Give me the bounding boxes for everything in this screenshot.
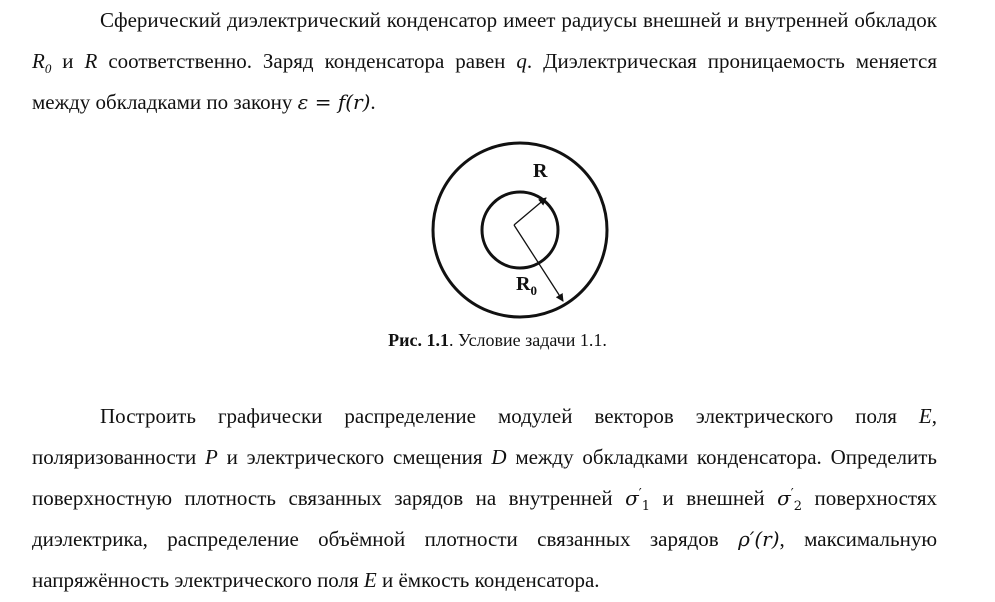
inner-radius-arrow	[514, 198, 546, 225]
outer-radius-subscript: 0	[44, 61, 52, 77]
paragraph1-text-d: . Диэлектрическая проницаемость меняется между обкладками по закону	[32, 49, 937, 114]
capacitor-diagram	[427, 140, 612, 320]
paragraph1-text-b: и	[51, 49, 85, 73]
sigma1-letter: σ	[625, 486, 639, 510]
paragraph2-text-b: , поляризованности	[32, 404, 937, 469]
rho-formula: ρ′(r)	[738, 527, 780, 551]
paragraph2-text-h: и ёмкость конденсатора.	[376, 568, 600, 592]
outer-radius-label-letter: R	[516, 273, 531, 295]
polarization-symbol: P	[205, 445, 218, 469]
outer-radius-letter: R	[32, 49, 45, 73]
charge-symbol: q	[516, 49, 527, 73]
paragraph2-text-g: , максимальную напряжённость электрического поля	[32, 527, 938, 592]
sigma2-symbol	[777, 486, 803, 514]
paragraph2-text-e: и внешней	[649, 486, 778, 510]
sigma2-letter: σ	[777, 486, 791, 510]
paragraph2-text-d: между обкладками конденсатора. Определить поверхностную плотность связанных зарядов на внутренней	[32, 445, 938, 510]
sigma1-prime: ′	[638, 486, 642, 502]
inner-radius-symbol: R	[84, 49, 98, 73]
sigma2-prime: ′	[790, 486, 794, 502]
sigma1-subscript: 1	[641, 499, 650, 514]
outer-radius-label-subscript: 0	[530, 283, 537, 298]
paragraph1-text-a: Сферический диэлектрический конденсатор имеет радиусы внешней и внутренней обкладок	[100, 8, 937, 32]
sigma1-symbol	[625, 486, 650, 514]
paragraph1-text-c: соответственно. Заряд конденсатора равен	[97, 49, 517, 73]
permittivity-formula: ε = f(r)	[297, 90, 371, 114]
spherical-capacitor-figure	[427, 140, 612, 320]
paragraph1-text-e: .	[370, 90, 376, 114]
inner-plate-circle	[482, 192, 558, 268]
field-e-symbol-2: E	[363, 568, 377, 592]
caption-text: . Условие задачи 1.1.	[448, 330, 607, 350]
figure-caption	[0, 328, 995, 352]
paragraph2-text-f: поверхностях диэлектрика, распределение объёмной плотности связанных зарядов	[32, 486, 937, 551]
outer-radius-symbol	[32, 49, 52, 77]
field-e-symbol: E	[918, 404, 932, 428]
displacement-symbol: D	[491, 445, 507, 469]
outer-radius-label	[516, 273, 537, 298]
problem-statement-paragraph	[32, 0, 937, 123]
paragraph2-text-c: и электрического смещения	[217, 445, 492, 469]
paragraph2-text-a: Построить графически распределение модулей векторов электрического поля	[100, 404, 919, 428]
inner-radius-label: R	[533, 160, 548, 182]
sigma2-subscript: 2	[793, 499, 803, 514]
caption-number: Рис. 1.1	[388, 330, 449, 350]
task-paragraph	[32, 396, 937, 601]
